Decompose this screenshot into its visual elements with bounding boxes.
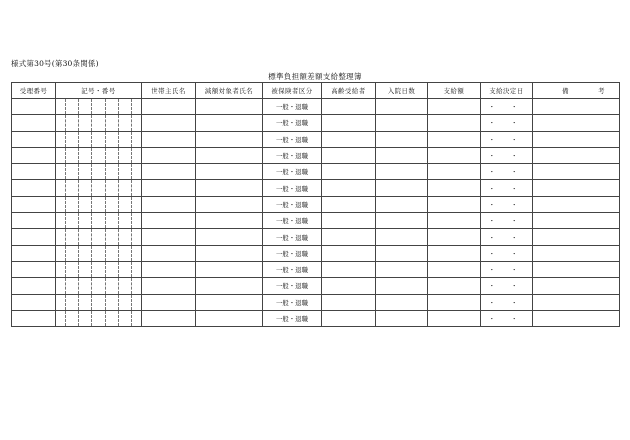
- elderly-recipient-cell[interactable]: [322, 294, 376, 310]
- digit-box[interactable]: [91, 132, 104, 147]
- digit-box[interactable]: [91, 197, 104, 212]
- householder-name-cell[interactable]: [142, 196, 196, 212]
- symbol-number-cell[interactable]: [56, 310, 142, 326]
- elderly-recipient-cell[interactable]: [322, 164, 376, 180]
- digit-box[interactable]: [65, 213, 78, 228]
- digit-box[interactable]: [78, 295, 91, 310]
- digit-box[interactable]: [91, 99, 104, 114]
- payment-amount-cell[interactable]: [428, 229, 481, 245]
- receipt-number-cell[interactable]: [12, 131, 56, 147]
- digit-box[interactable]: [65, 164, 78, 179]
- reduction-target-name-cell[interactable]: [196, 229, 263, 245]
- insured-category-cell[interactable]: 一般・退職: [263, 261, 322, 277]
- symbol-number-cell[interactable]: [56, 229, 142, 245]
- householder-name-cell[interactable]: [142, 229, 196, 245]
- decision-date-cell[interactable]: ・ ・: [481, 180, 533, 196]
- digit-box[interactable]: [91, 164, 104, 179]
- digit-box[interactable]: [78, 311, 91, 326]
- payment-amount-cell[interactable]: [428, 180, 481, 196]
- reduction-target-name-cell[interactable]: [196, 294, 263, 310]
- receipt-number-cell[interactable]: [12, 310, 56, 326]
- hospital-days-cell[interactable]: [376, 147, 428, 163]
- ledger-body: [12, 99, 620, 327]
- digit-box[interactable]: [65, 148, 78, 163]
- digit-box[interactable]: [118, 164, 132, 179]
- insured-category-cell[interactable]: 一般・退職: [263, 310, 322, 326]
- elderly-recipient-cell[interactable]: [322, 245, 376, 261]
- ledger-table: [11, 82, 620, 327]
- hospital-days-cell[interactable]: [376, 294, 428, 310]
- digit-box[interactable]: [78, 115, 91, 130]
- remarks-cell[interactable]: [533, 245, 620, 261]
- decision-date-cell[interactable]: ・ ・: [481, 147, 533, 163]
- table-row: [12, 213, 620, 229]
- hospital-days-cell[interactable]: [376, 261, 428, 277]
- symbol-number-cell[interactable]: [56, 99, 142, 115]
- digit-box[interactable]: [78, 262, 91, 277]
- digit-box[interactable]: [118, 246, 132, 261]
- symbol-number-cell[interactable]: [56, 294, 142, 310]
- digit-box[interactable]: [118, 197, 132, 212]
- insured-category-cell[interactable]: 一般・退職: [263, 245, 322, 261]
- table-row: [12, 164, 620, 180]
- insured-category-cell[interactable]: 一般・退職: [263, 196, 322, 212]
- remarks-cell[interactable]: [533, 131, 620, 147]
- elderly-recipient-cell[interactable]: [322, 180, 376, 196]
- payment-amount-cell[interactable]: [428, 164, 481, 180]
- symbol-number-digit-boxes: [56, 278, 141, 293]
- decision-date-cell[interactable]: ・ ・: [481, 213, 533, 229]
- decision-date-cell[interactable]: ・ ・: [481, 115, 533, 131]
- elderly-recipient-cell[interactable]: [322, 310, 376, 326]
- insured-category-cell[interactable]: 一般・退職: [263, 131, 322, 147]
- digit-box[interactable]: [78, 164, 91, 179]
- table-row: [12, 278, 620, 294]
- decision-date-cell[interactable]: ・ ・: [481, 294, 533, 310]
- receipt-number-cell[interactable]: [12, 164, 56, 180]
- digit-box[interactable]: [105, 132, 118, 147]
- col-header-elderly-recipient: 高齢受給者: [322, 83, 376, 99]
- remarks-cell[interactable]: [533, 180, 620, 196]
- remarks-char-1: 備: [562, 87, 569, 95]
- hospital-days-cell[interactable]: [376, 164, 428, 180]
- payment-amount-cell[interactable]: [428, 196, 481, 212]
- digit-box[interactable]: [118, 132, 132, 147]
- householder-name-cell[interactable]: [142, 245, 196, 261]
- elderly-recipient-cell[interactable]: [322, 196, 376, 212]
- hospital-days-cell[interactable]: [376, 245, 428, 261]
- householder-name-cell[interactable]: [142, 164, 196, 180]
- digit-box[interactable]: [105, 262, 118, 277]
- digit-box[interactable]: [105, 278, 118, 293]
- insured-category-cell[interactable]: 一般・退職: [263, 115, 322, 131]
- householder-name-cell[interactable]: [142, 261, 196, 277]
- payment-amount-cell[interactable]: [428, 147, 481, 163]
- symbol-number-digit-boxes: [56, 99, 141, 114]
- householder-name-cell[interactable]: [142, 310, 196, 326]
- col-header-symbol-number: 記号・番号: [56, 83, 142, 99]
- digit-box[interactable]: [65, 99, 78, 114]
- symbol-number-digit-boxes: [56, 132, 141, 147]
- digit-box[interactable]: [118, 262, 132, 277]
- insured-category-cell[interactable]: 一般・退職: [263, 294, 322, 310]
- receipt-number-cell[interactable]: [12, 213, 56, 229]
- symbol-number-cell[interactable]: [56, 196, 142, 212]
- digit-box[interactable]: [91, 311, 104, 326]
- digit-box[interactable]: [91, 148, 104, 163]
- hospital-days-cell[interactable]: [376, 278, 428, 294]
- col-header-remarks: [533, 83, 620, 99]
- symbol-number-cell[interactable]: [56, 115, 142, 131]
- digit-box[interactable]: [118, 180, 132, 195]
- reduction-target-name-cell[interactable]: [196, 310, 263, 326]
- householder-name-cell[interactable]: [142, 294, 196, 310]
- reduction-target-name-cell[interactable]: [196, 99, 263, 115]
- remarks-cell[interactable]: [533, 229, 620, 245]
- payment-amount-cell[interactable]: [428, 131, 481, 147]
- digit-box[interactable]: [105, 213, 118, 228]
- digit-box[interactable]: [105, 295, 118, 310]
- digit-box[interactable]: [78, 180, 91, 195]
- digit-box[interactable]: [78, 99, 91, 114]
- document-title: 標準負担額差額支給整理簿: [268, 72, 362, 81]
- payment-amount-cell[interactable]: [428, 261, 481, 277]
- householder-name-cell[interactable]: [142, 115, 196, 131]
- table-row: [12, 196, 620, 212]
- decision-date-cell[interactable]: ・ ・: [481, 99, 533, 115]
- insured-category-cell[interactable]: 一般・退職: [263, 99, 322, 115]
- symbol-number-digit-boxes: [56, 164, 141, 179]
- hospital-days-cell[interactable]: [376, 229, 428, 245]
- col-header-decision-date: 支給決定日: [481, 83, 533, 99]
- table-row: [12, 294, 620, 310]
- receipt-number-cell[interactable]: [12, 294, 56, 310]
- householder-name-cell[interactable]: [142, 99, 196, 115]
- hospital-days-cell[interactable]: [376, 131, 428, 147]
- hospital-days-cell[interactable]: [376, 213, 428, 229]
- symbol-number-digit-boxes: [56, 229, 141, 244]
- decision-date-cell[interactable]: ・ ・: [481, 245, 533, 261]
- payment-amount-cell[interactable]: [428, 99, 481, 115]
- symbol-number-cell[interactable]: [56, 164, 142, 180]
- insured-category-cell[interactable]: 一般・退職: [263, 180, 322, 196]
- remarks-cell[interactable]: [533, 261, 620, 277]
- digit-box[interactable]: [65, 278, 78, 293]
- digit-box[interactable]: [78, 148, 91, 163]
- reduction-target-name-cell[interactable]: [196, 245, 263, 261]
- hospital-days-cell[interactable]: [376, 115, 428, 131]
- symbol-number-cell[interactable]: [56, 131, 142, 147]
- receipt-number-cell[interactable]: [12, 180, 56, 196]
- elderly-recipient-cell[interactable]: [322, 115, 376, 131]
- symbol-number-digit-boxes: [56, 115, 141, 130]
- symbol-number-cell[interactable]: [56, 180, 142, 196]
- digit-box[interactable]: [105, 229, 118, 244]
- digit-box[interactable]: [65, 229, 78, 244]
- hospital-days-cell[interactable]: [376, 180, 428, 196]
- table-row: [12, 261, 620, 277]
- digit-box[interactable]: [118, 311, 132, 326]
- table-row: [12, 229, 620, 245]
- digit-box[interactable]: [105, 115, 118, 130]
- digit-box[interactable]: [105, 99, 118, 114]
- symbol-number-digit-boxes: [56, 197, 141, 212]
- digit-box[interactable]: [65, 295, 78, 310]
- digit-box[interactable]: [78, 278, 91, 293]
- symbol-number-digit-boxes: [56, 213, 141, 228]
- insured-category-cell[interactable]: 一般・退職: [263, 164, 322, 180]
- hospital-days-cell[interactable]: [376, 196, 428, 212]
- remarks-cell[interactable]: [533, 164, 620, 180]
- householder-name-cell[interactable]: [142, 147, 196, 163]
- col-header-payment-amount: 支給額: [428, 83, 481, 99]
- digit-box[interactable]: [78, 229, 91, 244]
- digit-box[interactable]: [118, 148, 132, 163]
- receipt-number-cell[interactable]: [12, 196, 56, 212]
- receipt-number-cell[interactable]: [12, 147, 56, 163]
- elderly-recipient-cell[interactable]: [322, 261, 376, 277]
- digit-box[interactable]: [91, 115, 104, 130]
- elderly-recipient-cell[interactable]: [322, 278, 376, 294]
- digit-box[interactable]: [91, 295, 104, 310]
- elderly-recipient-cell[interactable]: [322, 147, 376, 163]
- remarks-cell[interactable]: [533, 196, 620, 212]
- digit-box[interactable]: [105, 246, 118, 261]
- symbol-number-digit-boxes: [56, 295, 141, 310]
- digit-box[interactable]: [65, 180, 78, 195]
- col-header-reduction-target-name: 減額対象者氏名: [196, 83, 263, 99]
- col-header-insured-category: 被保険者区分: [263, 83, 322, 99]
- householder-name-cell[interactable]: [142, 180, 196, 196]
- payment-amount-cell[interactable]: [428, 213, 481, 229]
- reduction-target-name-cell[interactable]: [196, 261, 263, 277]
- remarks-cell[interactable]: [533, 294, 620, 310]
- receipt-number-cell[interactable]: [12, 229, 56, 245]
- digit-box[interactable]: [91, 278, 104, 293]
- remarks-cell[interactable]: [533, 310, 620, 326]
- reduction-target-name-cell[interactable]: [196, 115, 263, 131]
- digit-box[interactable]: [91, 213, 104, 228]
- reduction-target-name-cell[interactable]: [196, 213, 263, 229]
- digit-box[interactable]: [118, 99, 132, 114]
- householder-name-cell[interactable]: [142, 278, 196, 294]
- table-row: [12, 147, 620, 163]
- digit-box[interactable]: [105, 197, 118, 212]
- symbol-number-cell[interactable]: [56, 261, 142, 277]
- digit-box[interactable]: [118, 278, 132, 293]
- decision-date-cell[interactable]: ・ ・: [481, 261, 533, 277]
- decision-date-cell[interactable]: ・ ・: [481, 310, 533, 326]
- elderly-recipient-cell[interactable]: [322, 229, 376, 245]
- symbol-number-cell[interactable]: [56, 278, 142, 294]
- symbol-number-digit-boxes: [56, 311, 141, 326]
- symbol-number-digit-boxes: [56, 148, 141, 163]
- digit-box[interactable]: [105, 164, 118, 179]
- decision-date-cell[interactable]: ・ ・: [481, 164, 533, 180]
- digit-box[interactable]: [105, 148, 118, 163]
- remarks-cell[interactable]: [533, 213, 620, 229]
- digit-box[interactable]: [91, 246, 104, 261]
- digit-box[interactable]: [91, 262, 104, 277]
- receipt-number-cell[interactable]: [12, 245, 56, 261]
- table-row: [12, 180, 620, 196]
- elderly-recipient-cell[interactable]: [322, 131, 376, 147]
- hospital-days-cell[interactable]: [376, 310, 428, 326]
- remarks-char-2: 考: [598, 87, 605, 95]
- digit-box[interactable]: [65, 311, 78, 326]
- decision-date-cell[interactable]: ・ ・: [481, 196, 533, 212]
- reduction-target-name-cell[interactable]: [196, 278, 263, 294]
- header-row: [12, 83, 620, 99]
- symbol-number-cell[interactable]: [56, 147, 142, 163]
- payment-amount-cell[interactable]: [428, 294, 481, 310]
- digit-box[interactable]: [78, 213, 91, 228]
- symbol-number-digit-boxes: [56, 246, 141, 261]
- insured-category-cell[interactable]: 一般・退職: [263, 213, 322, 229]
- digit-box[interactable]: [118, 295, 132, 310]
- table-row: [12, 310, 620, 326]
- symbol-number-cell[interactable]: [56, 213, 142, 229]
- digit-box[interactable]: [105, 311, 118, 326]
- remarks-cell[interactable]: [533, 99, 620, 115]
- digit-box[interactable]: [91, 229, 104, 244]
- table-row: [12, 115, 620, 131]
- symbol-number-cell[interactable]: [56, 245, 142, 261]
- digit-box[interactable]: [78, 132, 91, 147]
- decision-date-cell[interactable]: ・ ・: [481, 131, 533, 147]
- elderly-recipient-cell[interactable]: [322, 213, 376, 229]
- payment-amount-cell[interactable]: [428, 310, 481, 326]
- table-row: [12, 131, 620, 147]
- remarks-cell[interactable]: [533, 115, 620, 131]
- remarks-cell[interactable]: [533, 147, 620, 163]
- symbol-number-digit-boxes: [56, 180, 141, 195]
- digit-box[interactable]: [78, 246, 91, 261]
- digit-box[interactable]: [118, 229, 132, 244]
- payment-amount-cell[interactable]: [428, 115, 481, 131]
- payment-amount-cell[interactable]: [428, 278, 481, 294]
- decision-date-cell[interactable]: ・ ・: [481, 278, 533, 294]
- insured-category-cell[interactable]: 一般・退職: [263, 147, 322, 163]
- digit-box[interactable]: [78, 197, 91, 212]
- digit-box[interactable]: [105, 180, 118, 195]
- elderly-recipient-cell[interactable]: [322, 99, 376, 115]
- col-header-hospital-days: 入院日数: [376, 83, 428, 99]
- reduction-target-name-cell[interactable]: [196, 147, 263, 163]
- table-row: [12, 99, 620, 115]
- digit-box[interactable]: [118, 115, 132, 130]
- receipt-number-cell[interactable]: [12, 115, 56, 131]
- hospital-days-cell[interactable]: [376, 99, 428, 115]
- insured-category-cell[interactable]: 一般・退職: [263, 229, 322, 245]
- digit-box[interactable]: [65, 246, 78, 261]
- receipt-number-cell[interactable]: [12, 99, 56, 115]
- form-number-label: 様式第30号(第30条関係): [11, 59, 99, 68]
- symbol-number-digit-boxes: [56, 262, 141, 277]
- reduction-target-name-cell[interactable]: [196, 164, 263, 180]
- digit-box[interactable]: [65, 132, 78, 147]
- reduction-target-name-cell[interactable]: [196, 180, 263, 196]
- reduction-target-name-cell[interactable]: [196, 131, 263, 147]
- col-header-receipt-number: 受理番号: [12, 83, 56, 99]
- digit-box[interactable]: [118, 213, 132, 228]
- table-row: [12, 245, 620, 261]
- digit-box[interactable]: [91, 180, 104, 195]
- reduction-target-name-cell[interactable]: [196, 196, 263, 212]
- receipt-number-cell[interactable]: [12, 261, 56, 277]
- receipt-number-cell[interactable]: [12, 278, 56, 294]
- payment-amount-cell[interactable]: [428, 245, 481, 261]
- col-header-householder-name: 世帯主氏名: [142, 83, 196, 99]
- insured-category-cell[interactable]: 一般・退職: [263, 278, 322, 294]
- digit-box[interactable]: [65, 197, 78, 212]
- digit-box[interactable]: [65, 262, 78, 277]
- householder-name-cell[interactable]: [142, 213, 196, 229]
- digit-box[interactable]: [65, 115, 78, 130]
- remarks-cell[interactable]: [533, 278, 620, 294]
- decision-date-cell[interactable]: ・ ・: [481, 229, 533, 245]
- householder-name-cell[interactable]: [142, 131, 196, 147]
